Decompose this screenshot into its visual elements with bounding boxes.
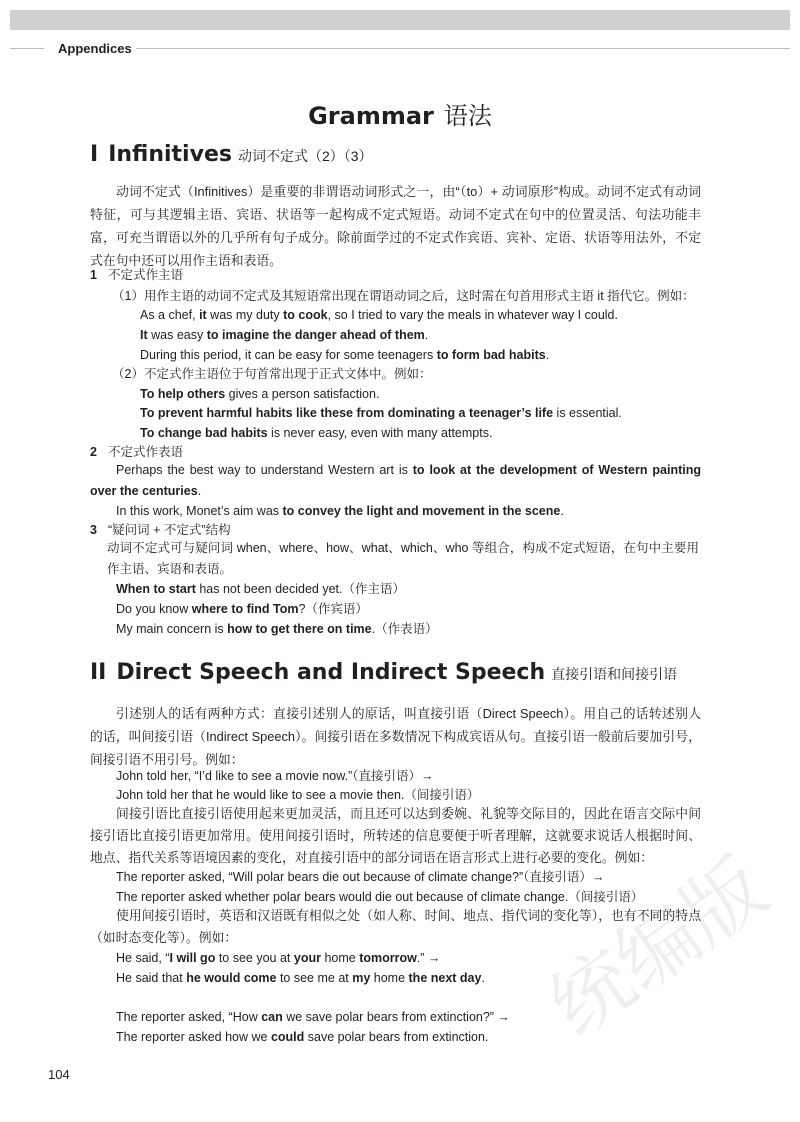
example-line: To help others gives a person satisfaction. xyxy=(140,387,380,401)
subheading-number: 3 xyxy=(90,523,97,537)
header-rule-left xyxy=(10,48,44,49)
section-speech-heading xyxy=(90,660,677,685)
example-line: The reporter asked whether polar bears would die out because of climate change.（间接引语） xyxy=(116,890,644,904)
section-title-zh: 直接引语和间接引语 xyxy=(551,666,678,682)
watermark-text: 统编版 xyxy=(533,840,784,1055)
subheading-1 xyxy=(90,266,183,284)
rule-3: 动词不定式可与疑问词 when、where、how、what、which、who 等组合，构成不定式短语，在句中主要用作主语、宾语和表语。 xyxy=(107,541,699,576)
section-number: II xyxy=(90,660,107,685)
example-line: He said that he would come to see me at my home the next day. xyxy=(116,971,485,985)
infinitives-intro: 动词不定式（Infinitives）是重要的非谓语动词形式之一，由“（to）+ 动词原形”构成。动词不定式有动词特征，可与其逻辑主语、宾语、状语等一起构成不定式短语。动词不定式在句中的位置灵活、句法功能丰富，可充当谓语以外的几乎所有句子成分。除前面学过的不定式作宾语、宾补、定语、状语等用法外，不定式在句中还可以用作主语和表语。 xyxy=(90,184,701,268)
example-line: To change bad habits is never easy, even with many attempts. xyxy=(140,426,493,440)
subheading-2 xyxy=(90,443,183,461)
speech-paragraph-3: 使用间接引语时，英语和汉语既有相似之处（如人称、时间、地点、指代词的变化等），也有不同的特点（如时态变化等）。例如： xyxy=(90,908,701,945)
section-infinitives-heading xyxy=(90,142,373,167)
rule-1-2: （2）不定式作主语位于句首常出现于正式文体中。例如： xyxy=(112,367,432,381)
example-line: John told her that he would like to see a movie then.（间接引语） xyxy=(116,788,480,802)
page-title-zh: 语法 xyxy=(443,103,492,130)
speech-intro: 引述别人的话有两种方式：直接引述别人的原话，叫直接引语（Direct Speech）。用自己的话转述别人的话，叫间接引语（Indirect Speech）。间接引语在多数情况下构成宾语从句。直接引语一般前后要加引号，间接引语不用引号。例如： xyxy=(90,706,701,767)
example-line: The reporter asked, “Will polar bears die out because of climate change?”（直接引语）→ xyxy=(116,870,605,884)
example-line: John told her, “I’d like to see a movie now.”（直接引语）→ xyxy=(116,769,434,783)
section-title-en: Infinitives xyxy=(108,142,232,167)
subheading-text: “疑问词 + 不定式”结构 xyxy=(108,523,231,537)
top-color-bar xyxy=(10,10,790,30)
page-title-en: Grammar xyxy=(308,102,434,130)
example-line: My main concern is how to get there on time.（作表语） xyxy=(116,622,438,636)
subheading-number: 1 xyxy=(90,268,97,282)
subheading-number: 2 xyxy=(90,445,97,459)
rule-1-1: （1）用作主语的动词不定式及其短语常出现在谓语动词之后，这时需在句首用形式主语 it 指代它。例如： xyxy=(112,289,695,303)
subheading-text: 不定式作主语 xyxy=(108,268,184,282)
example-line: The reporter asked how we could save polar bears from extinction. xyxy=(116,1030,489,1044)
example-line: During this period, it can be easy for some teenagers to form bad habits. xyxy=(140,348,550,362)
page-number: 104 xyxy=(48,1067,70,1082)
example-line: To prevent harmful habits like these from dominating a teenager’s life is essential. xyxy=(140,406,622,420)
subheading-text: 不定式作表语 xyxy=(108,445,184,459)
section-number: I xyxy=(90,142,99,167)
example-line: As a chef, it was my duty to cook, so I tried to vary the meals in whatever way I could. xyxy=(140,308,618,322)
page-title xyxy=(0,96,800,131)
example-line: When to start has not been decided yet.（作主语） xyxy=(116,582,405,596)
example-line: Do you know where to find Tom?（作宾语） xyxy=(116,602,368,616)
speech-paragraph-2: 间接引语比直接引语使用起来更加灵活，而且还可以达到委婉、礼貌等交际目的，因此在语言交际中间接引语比直接引语更加常用。使用间接引语时，所转述的信息要便于听者理解，这就要求说话人根据时间、地点、指代关系等语境因素的变化，对直接引语中的部分词语在语言形式上进行必要的变化。例如： xyxy=(90,806,701,865)
running-header: Appendices xyxy=(58,41,132,56)
header-rule-right xyxy=(136,48,790,49)
section-title-en: Direct Speech and Indirect Speech xyxy=(116,660,546,685)
subheading-3 xyxy=(90,521,231,539)
example-paragraph: Perhaps the best way to understand Western art is to look at the development of Western painting over the centuries. xyxy=(90,463,701,498)
example-line: The reporter asked, “How can we save polar bears from extinction?” → xyxy=(116,1010,510,1024)
example-line: In this work, Monet’s aim was to convey the light and movement in the scene. xyxy=(116,504,564,518)
section-title-zh: 动词不定式（2）（3） xyxy=(237,148,373,164)
example-line: It was easy to imagine the danger ahead of them. xyxy=(140,328,429,342)
example-line: He said, “I will go to see you at your home tomorrow.” → xyxy=(116,951,441,965)
